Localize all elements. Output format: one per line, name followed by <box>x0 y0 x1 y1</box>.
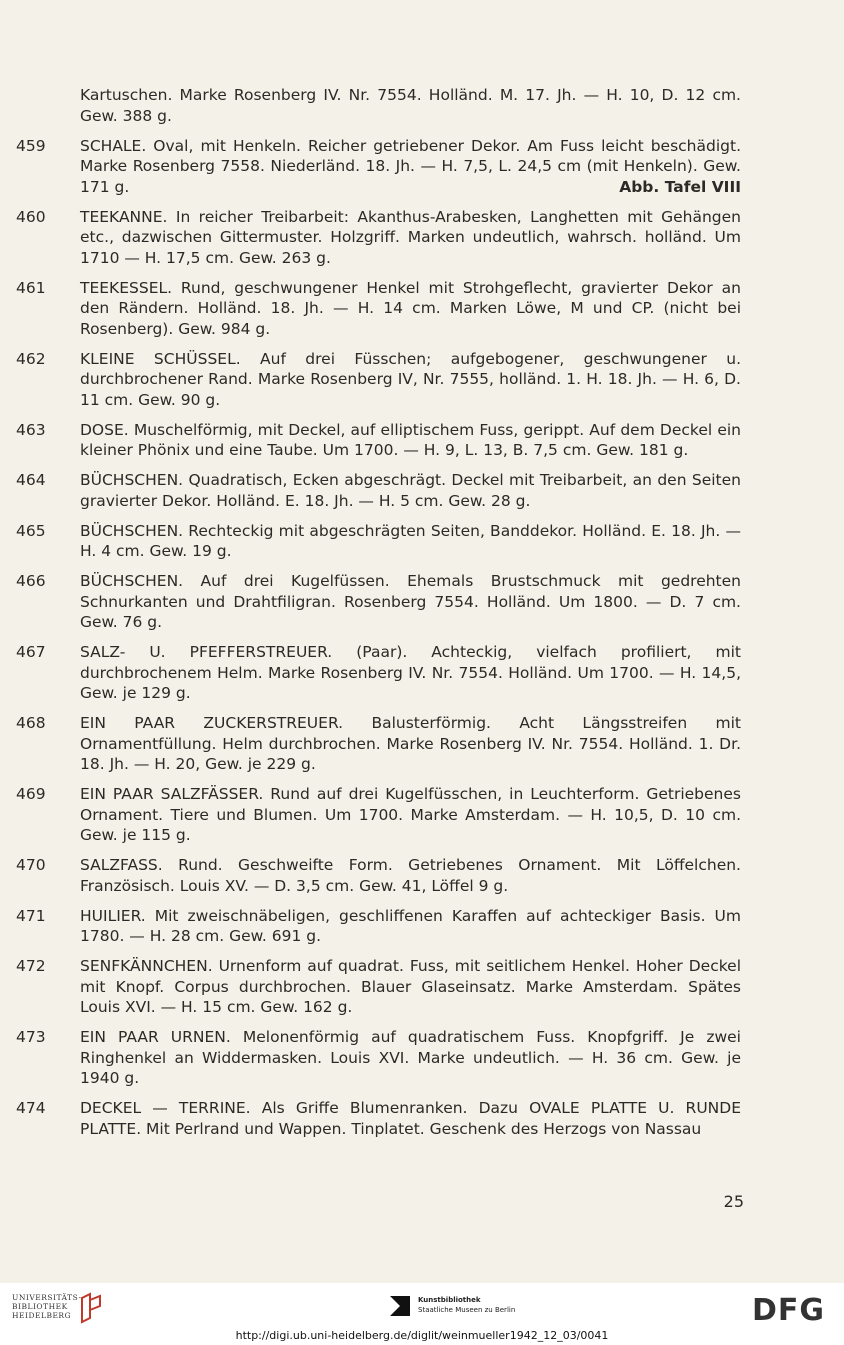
catalog-entry <box>0 278 741 340</box>
catalog-entry <box>0 642 741 704</box>
catalog-entry <box>0 420 741 461</box>
entry-number: 465 <box>16 521 46 540</box>
catalog-entry <box>0 85 741 126</box>
entry-number: 460 <box>16 207 46 226</box>
entry-number: 471 <box>16 906 46 925</box>
catalog-entries <box>0 85 844 1149</box>
entry-number: 474 <box>16 1099 46 1117</box>
entry-number: 459 <box>16 136 46 155</box>
ub-logo-line-3: HEIDELBERG <box>12 1311 72 1320</box>
entry-text: SCHALE. Oval, mit Henkeln. Reicher getriebener Dekor. Am Fuss leicht beschädigt. Marke Rosenberg 7558. Niederländ. 18. Jh. — H. 7,5, L. 24,5 cm (mit Henkeln). Gew. 171 g. <box>80 136 741 196</box>
entry-text: Kartuschen. Marke Rosenberg IV. Nr. 7554. Holländ. M. 17. Jh. — H. 10, D. 12 cm. Gew. 388 g. <box>80 86 741 125</box>
entry-text: TEEKESSEL. Rund, geschwungener Henkel mit Strohgeflecht, gravierter Dekor an den Rändern. Holländ. 18. Jh. — H. 14 cm. Marken Löwe, M und CP. (nicht bei Rosenberg). Gew. 984 g. <box>80 278 741 338</box>
catalog-entry <box>0 1027 741 1089</box>
ub-emblem-icon <box>80 1292 102 1324</box>
catalog-entry <box>0 906 741 947</box>
entry-text: TEEKANNE. In reicher Treibarbeit: Akanthus-Arabesken, Langhetten mit Gehängen etc., dazwischen Gittermuster. Holzgriff. Marken undeutlich, wahrsch. holländ. Um 1710 — H. 17,5 cm. Gew. 263 g. <box>80 207 741 267</box>
entry-text: EIN PAAR URNEN. Melonenförmig auf quadratischem Fuss. Knopfgriff. Je zwei Ringhenkel an Widdermasken. Louis XVI. Marke undeutlich. — H. 36 cm. Gew. je 1940 g. <box>80 1028 741 1087</box>
ub-logo-line-1: UNIVERSITÄTS- <box>12 1293 82 1302</box>
entry-number: 463 <box>16 420 46 439</box>
entry-number: 468 <box>16 714 46 732</box>
catalog-entry <box>0 1098 741 1139</box>
catalog-entry <box>0 713 741 775</box>
catalog-entry <box>0 136 741 198</box>
permalink-url[interactable]: http://digi.ub.uni-heidelberg.de/diglit/weinmueller1942_12_03/0041 <box>235 1329 609 1342</box>
dfg-logo[interactable]: DFG <box>752 1293 826 1328</box>
kunstbibliothek-logo-icon <box>388 1294 412 1318</box>
entry-text: EIN PAAR ZUCKERSTREUER. Balusterförmig. Acht Längsstreifen mit Ornamentfüllung. Helm durchbrochen. Marke Rosenberg IV. Nr. 7554. Holländ. 1. Dr. 18. Jh. — H. 20, Gew. je 229 g. <box>80 714 741 773</box>
entry-text: KLEINE SCHÜSSEL. Auf drei Füsschen; aufgebogener, geschwungener u. durchbrochener Rand. Marke Rosenberg IV, Nr. 7555, holländ. 1. H. 18. Jh. — H. 6, D. 11 cm. Gew. 90 g. <box>80 349 741 409</box>
entry-text: HUILIER. Mit zweischnäbeligen, geschliffenen Karaffen auf achteckiger Basis. Um 1780. — H. 28 cm. Gew. 691 g. <box>80 906 741 945</box>
catalog-entry <box>0 956 741 1018</box>
catalog-entry <box>0 521 741 562</box>
viewer-footer <box>0 1283 844 1345</box>
entry-text: DOSE. Muschelförmig, mit Deckel, auf elliptischem Fuss, gerippt. Auf dem Deckel ein kleiner Phönix und eine Taube. Um 1700. — H. 9, L. 13, B. 7,5 cm. Gew. 181 g. <box>80 420 741 459</box>
ub-logo-line-2: BIBLIOTHEK <box>12 1302 68 1311</box>
ub-heidelberg-logo[interactable] <box>12 1293 82 1320</box>
entry-text: SENFKÄNNCHEN. Urnenform auf quadrat. Fuss, mit seitlichem Henkel. Hoher Deckel mit Knopf. Corpus durchbrochen. Blauer Glaseinsatz. Marke Amsterdam. Spätes Louis XVI. — H. 15 cm. Gew. 162 g. <box>80 957 741 1016</box>
catalog-entry <box>0 784 741 846</box>
entry-text: SALZ- U. PFEFFERSTREUER. (Paar). Achteckig, vielfach profiliert, mit durchbrochenem Helm. Marke Rosenberg IV. Nr. 7554. Holländ. Um 1700. — H. 14,5, Gew. je 129 g. <box>80 643 741 702</box>
entry-number: 466 <box>16 572 46 590</box>
entry-number: 461 <box>16 278 46 297</box>
plate-reference: Abb. Tafel VIII <box>619 177 741 196</box>
kunstbibliothek-title: Kunstbibliothek <box>418 1296 481 1304</box>
kunstbibliothek-label[interactable] <box>418 1295 515 1315</box>
entry-text: BÜCHSCHEN. Auf drei Kugelfüssen. Ehemals Brustschmuck mit gedrehten Schnurkanten und Drahtfiligran. Rosenberg 7554. Holländ. Um 1800. — D. 7 cm. Gew. 76 g. <box>80 572 741 631</box>
kunstbibliothek-subtitle: Staatliche Museen zu Berlin <box>418 1306 516 1314</box>
entry-number: 473 <box>16 1028 46 1046</box>
catalog-entry <box>0 571 741 633</box>
entry-number: 470 <box>16 856 46 874</box>
entry-number: 472 <box>16 957 46 975</box>
entry-text: DECKEL — TERRINE. Als Griffe Blumenranken. Dazu OVALE PLATTE U. RUNDE PLATTE. Mit Perlrand und Wappen. Tinplatet. Geschenk des Herzogs von Nassau <box>80 1099 741 1138</box>
entry-text: BÜCHSCHEN. Quadratisch, Ecken abgeschrägt. Deckel mit Treibarbeit, an den Seiten gravierter Dekor. Holländ. E. 18. Jh. — H. 5 cm. Gew. 28 g. <box>80 471 741 510</box>
entry-number: 467 <box>16 643 46 661</box>
entry-text: EIN PAAR SALZFÄSSER. Rund auf drei Kugelfüsschen, in Leuchterform. Getriebenes Ornament. Tiere und Blumen. Um 1700. Marke Amsterdam. — H. 10,5, D. 10 cm. Gew. je 115 g. <box>80 785 741 844</box>
entry-number: 462 <box>16 349 46 368</box>
catalog-entry <box>0 349 741 411</box>
catalog-entry <box>0 855 741 896</box>
entry-number: 464 <box>16 471 46 489</box>
entry-text: SALZFASS. Rund. Geschweifte Form. Getriebenes Ornament. Mit Löffelchen. Französisch. Louis XV. — D. 3,5 cm. Gew. 41, Löffel 9 g. <box>80 856 741 895</box>
page-number: 25 <box>723 1192 744 1211</box>
catalog-entry <box>0 207 741 269</box>
entry-number: 469 <box>16 785 46 803</box>
entry-text: BÜCHSCHEN. Rechteckig mit abgeschrägten Seiten, Banddekor. Holländ. E. 18. Jh. — H. 4 cm. Gew. 19 g. <box>80 521 741 560</box>
catalog-entry <box>0 470 741 511</box>
